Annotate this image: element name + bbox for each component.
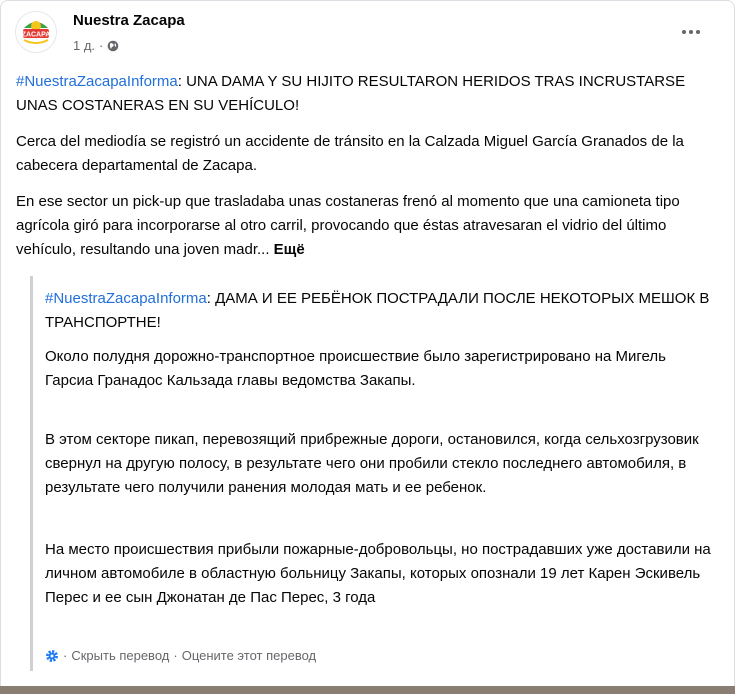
post-time[interactable]: 1 д. <box>73 38 96 53</box>
more-dots-icon <box>682 30 686 34</box>
translated-title <box>45 287 715 335</box>
page-avatar[interactable] <box>15 11 57 53</box>
svg-text:ZACAPA: ZACAPA <box>21 31 51 39</box>
rate-translation-link[interactable]: Оцените этот перевод <box>181 648 317 663</box>
next-content-strip <box>0 686 735 694</box>
post-paragraph-2 <box>16 190 721 262</box>
translated-paragraph-1: Около полудня дорожно-транспортное происшествие было зарегистрировано на Мигель Гарсиа Гранадос Кальзада главы ведомства Закапы. <box>45 348 666 389</box>
page-name-link[interactable]: Nuestra Zacapa <box>73 12 185 29</box>
translation-footer <box>45 648 316 663</box>
more-options-button[interactable] <box>676 18 706 46</box>
hide-translation-link[interactable]: Скрыть перевод <box>71 648 170 663</box>
footer-dot: · <box>63 648 68 663</box>
post-meta <box>73 38 119 53</box>
globe-icon <box>107 40 119 52</box>
translated-paragraph-3: На место происшествия прибыли пожарные-добровольцы, но пострадавших уже доставили на личном автомобиле в областную больницу Закапы, которых опознали 19 лет Карен Эскивель Перес и ее сын Джонатан де Пас Перес, 3 года <box>45 541 711 606</box>
translated-paragraph-2: В этом секторе пикап, перевозящий прибрежные дороги, остановился, когда сельхозгрузовик свернул на другую полосу, в результате чего они пробили стекло последнего автомобиля, в результате чего получили ранения молодая мать и ее ребенок. <box>45 431 699 496</box>
hashtag-link[interactable]: #NuestraZacapaInforma <box>16 73 178 90</box>
gear-icon[interactable] <box>45 649 59 663</box>
translation-block <box>30 276 723 671</box>
translated-hashtag-link[interactable]: #NuestraZacapaInforma <box>45 290 207 307</box>
translated-title-text: : ДАМА И ЕЕ РЕБЁНОК ПОСТРАДАЛИ ПОСЛЕ НЕКОТОРЫХ МЕШОК В ТРАНСПОРТНЕ! <box>45 290 710 331</box>
post-paragraph-1: Cerca del mediodía se registró un accidente de tránsito en la Calzada Miguel García Granados de la cabecera departamental de Zacapa. <box>16 133 684 174</box>
more-dot <box>696 30 700 34</box>
post-paragraph-2-text: En ese sector un pick-up que trasladaba unas costaneras frenó al momento que una camioneta tipo agrícola giró para incorporarse al otro carril, provocando que éstas atravesaran el vidrio del último vehículo, resultando una joven madr... <box>16 193 680 258</box>
footer-dot: · <box>173 648 178 663</box>
post-title <box>16 70 721 118</box>
more-dot <box>689 30 693 34</box>
zacapa-logo-icon <box>16 12 56 52</box>
see-more-button[interactable]: Ещё <box>273 241 305 258</box>
meta-separator: · <box>99 38 104 53</box>
post-title-text: : UNA DAMA Y SU HIJITO RESULTARON HERIDOS TRAS INCRUSTARSE UNAS COSTANERAS EN SU VEHÍCULO! <box>16 73 686 114</box>
